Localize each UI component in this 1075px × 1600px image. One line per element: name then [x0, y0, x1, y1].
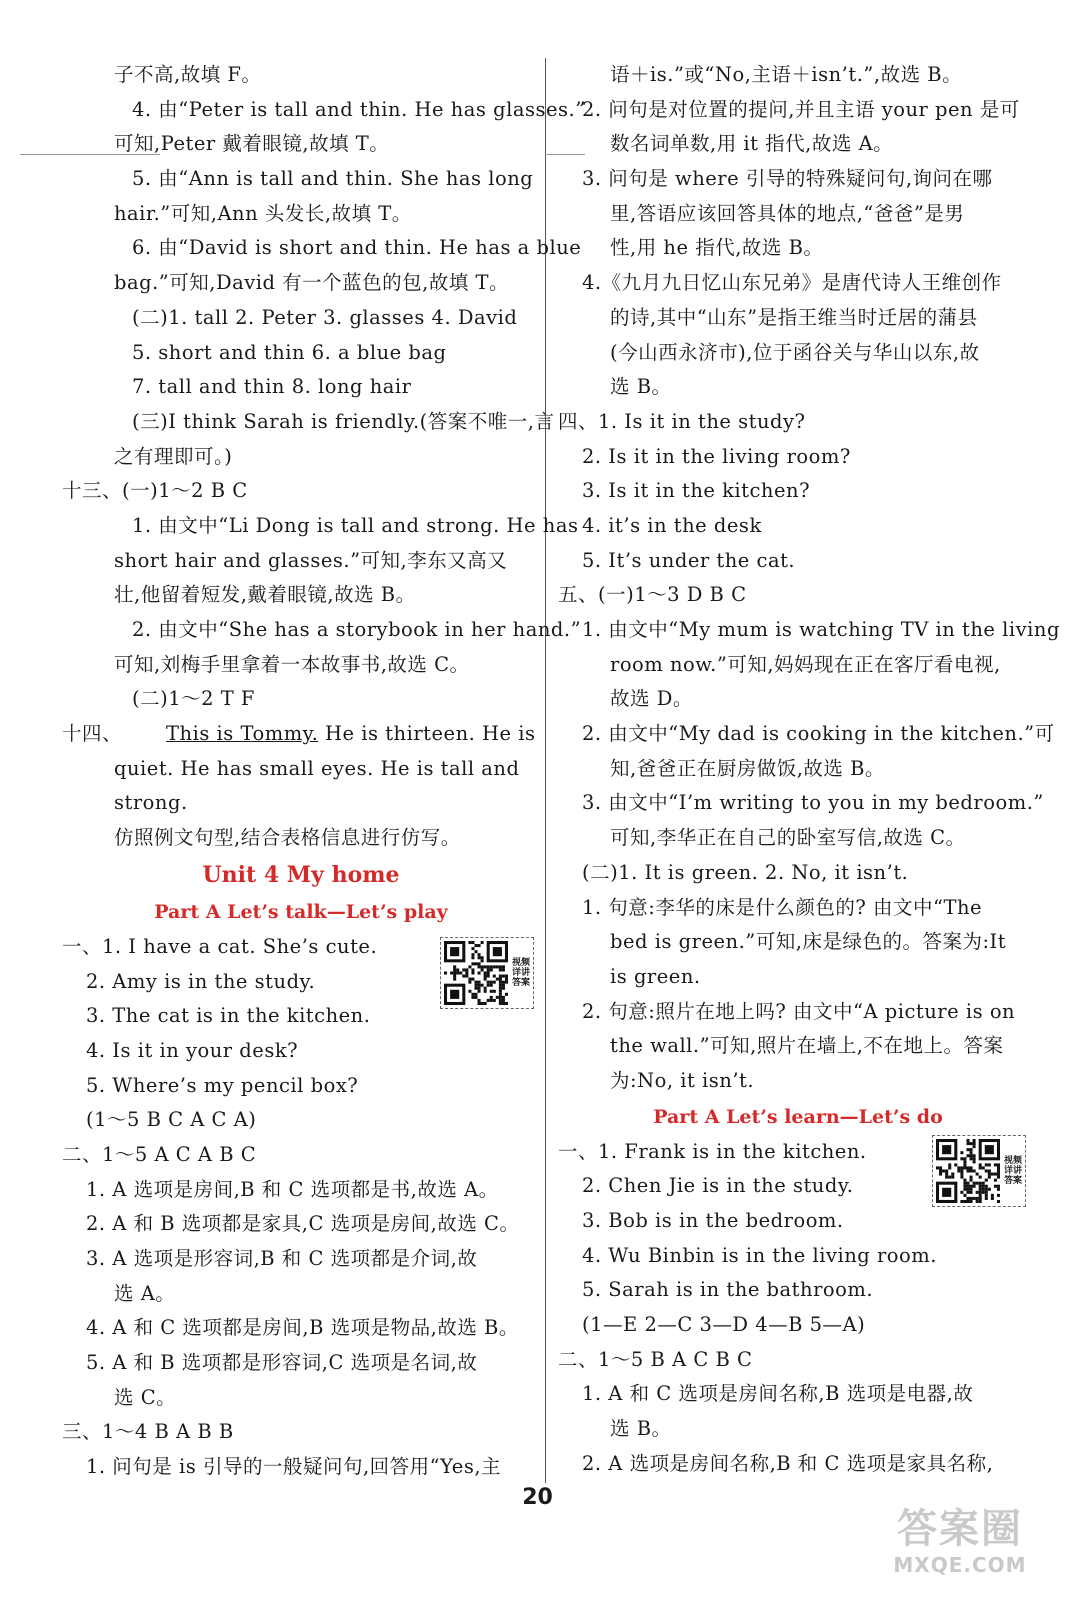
answer-line: 5. Sarah is in the bathroom.: [582, 1278, 874, 1302]
answer-line: 三、1～4 B A B B: [62, 1420, 234, 1444]
answer-line: (二)1. It is green. 2. No, it isn’t.: [582, 860, 909, 884]
answer-line: 之有理即可。): [114, 444, 233, 468]
answer-line: is green.: [610, 964, 701, 988]
answer-line: 知,爸爸正在厨房做饭,故选 B。: [610, 756, 885, 780]
answer-line: 1. A 和 C 选项是房间名称,B 选项是电器,故: [582, 1382, 974, 1406]
answer-line: 可知,刘梅手里拿着一本故事书,故选 C。: [114, 652, 470, 676]
underlined-sentence: This is Tommy.: [166, 722, 319, 746]
answer-line: (二)1～2 T F: [132, 687, 255, 711]
qr-code-1[interactable]: [440, 937, 534, 1009]
answer-line: bed is green.”可知,床是绿色的。答案为:It: [610, 930, 1007, 954]
answer-line: [62, 717, 540, 752]
answer-line: 十三、(一)1～2 B C: [62, 479, 248, 503]
answer-line: 5. Where’s my pencil box?: [86, 1073, 359, 1097]
answer-line: 五、(一)1～3 D B C: [558, 583, 747, 607]
answer-line: strong.: [114, 791, 188, 815]
answer-line: the wall.”可知,照片在墙上,不在地上。答案: [610, 1034, 1004, 1058]
answer-line: 可知,李华正在自己的卧室写信,故选 C。: [610, 826, 966, 850]
column-divider: [545, 58, 546, 1483]
answer-line: 5. short and thin 6. a blue bag: [132, 340, 447, 364]
qr-code-2[interactable]: [932, 1135, 1026, 1207]
part-heading: Part A Let’s learn—Let’s do: [653, 1105, 943, 1128]
answer-line: 3. A 选项是形容词,B 和 C 选项都是介词,故: [86, 1247, 478, 1270]
answer-line: 7. tall and thin 8. long hair: [132, 375, 412, 399]
answer-line: room now.”可知,妈妈现在正在客厅看电视,: [610, 652, 1001, 676]
part-heading: Part A Let’s talk—Let’s play: [154, 900, 448, 923]
answer-line: 选 A。: [114, 1281, 176, 1305]
answer-line: 4. 由“Peter is tall and thin. He has glasses.”: [132, 97, 586, 121]
answer-line: 4. Is it in your desk?: [86, 1038, 299, 1062]
answer-line: 1. 句意:李华的床是什么颜色的? 由文中“The: [582, 895, 983, 919]
page-number: 20: [522, 1485, 553, 1510]
qr-code-icon: [444, 941, 508, 1005]
answer-line: 5. 由“Ann is tall and thin. She has long: [132, 167, 534, 191]
answer-line: 2. Amy is in the study.: [86, 969, 316, 993]
answer-line: 里,答语应该回答具体的地点,“爸爸”是男: [610, 201, 965, 225]
answer-line: 选 B。: [610, 1417, 672, 1441]
answer-line: 1. A 选项是房间,B 和 C 选项都是书,故选 A。: [86, 1177, 499, 1201]
watermark-title: 答案圈: [897, 1506, 1023, 1552]
answer-line: 一、1. I have a cat. She’s cute.: [62, 934, 378, 958]
answer-line: 性,用 he 指代,故选 B。: [610, 236, 824, 260]
answer-line: 2. 句意:照片在地上吗? 由文中“A picture is on: [582, 999, 1016, 1023]
answer-line: (1～5 B C A C A): [86, 1108, 257, 1132]
qr-code-icon: [936, 1139, 1000, 1203]
answer-line: quiet. He has small eyes. He is tall and: [114, 756, 520, 780]
answer-line: 4. it’s in the desk: [582, 513, 762, 537]
answer-line: 故选 D。: [610, 687, 693, 711]
answer-line: 二、1～5 B A C B C: [558, 1347, 753, 1371]
answer-line: 1. 由文中“My mum is watching TV in the living: [582, 618, 1060, 641]
answer-line: hair.”可知,Ann 头发长,故填 T。: [114, 201, 412, 225]
answer-line: 可知,Peter 戴着眼镜,故填 T。: [114, 132, 390, 156]
answer-line: (三)I think Sarah is friendly.(答案不唯一,言: [132, 409, 555, 433]
left-column: [62, 58, 586, 1485]
answer-line: 的诗,其中“山东”是指王维当时迁居的蒲县: [610, 305, 978, 329]
answer-line: 3. Is it in the kitchen?: [582, 479, 811, 503]
answer-line: 5. A 和 B 选项都是形容词,C 选项是名词,故: [86, 1351, 478, 1375]
unit-heading: Unit 4 My home: [202, 861, 400, 888]
answer-line: 6. 由“David is short and thin. He has a blue: [132, 236, 582, 260]
answer-line: 3. 问句是 where 引导的特殊疑问句,询问在哪: [582, 167, 993, 191]
answer-line: (二)1. tall 2. Peter 3. glasses 4. David: [132, 305, 518, 329]
answer-line: 2. Is it in the living room?: [582, 444, 851, 468]
answer-line: bag.”可知,David 有一个蓝色的包,故填 T。: [114, 271, 510, 295]
answer-line: 子不高,故填 F。: [114, 63, 262, 86]
answer-line: 2. A 选项是房间名称,B 和 C 选项是家具名称,: [582, 1451, 994, 1475]
answer-line: 4. A 和 C 选项都是房间,B 选项是物品,故选 B。: [86, 1316, 519, 1340]
qr-label: 视频详讲答案: [512, 958, 531, 988]
answer-line: (1—E 2—C 3—D 4—B 5—A): [582, 1313, 866, 1337]
answer-line: 语＋is.”或“No,主语＋isn’t.”,故选 B。: [610, 63, 963, 86]
answer-line: 2. Chen Jie is in the study.: [582, 1174, 854, 1198]
answer-line: 5. It’s under the cat.: [582, 548, 796, 572]
answer-line: 一、1. Frank is in the kitchen.: [558, 1139, 867, 1163]
answer-line: 仿照例文句型,结合表格信息进行仿写。: [114, 826, 461, 850]
answer-line: 选 C。: [114, 1385, 177, 1409]
answer-line: 壮,他留着短发,戴着眼镜,故选 B。: [114, 583, 416, 607]
answer-line: (今山西永济市),位于函谷关与华山以东,故: [610, 340, 980, 364]
answer-line: 2. 由文中“She has a storybook in her hand.”: [132, 618, 582, 641]
question-number: 十四、: [62, 722, 123, 746]
answer-line: 为:No, it isn’t.: [610, 1068, 755, 1092]
answer-line: 四、1. Is it in the study?: [558, 409, 806, 433]
watermark-logo: [885, 1505, 1035, 1585]
answer-line: 1. 由文中“Li Dong is tall and strong. He has: [132, 513, 579, 537]
answer-line: 4.《九月九日忆山东兄弟》是唐代诗人王维创作: [582, 271, 1002, 295]
watermark-url: MXQE.COM: [893, 1553, 1027, 1577]
answer-text: He is thirteen. He is: [318, 722, 536, 746]
answer-line: 选 B。: [610, 375, 672, 399]
qr-label: 视频详讲答案: [1004, 1156, 1023, 1186]
right-column: [558, 58, 1060, 1482]
answer-line: short hair and glasses.”可知,李东又高又: [114, 548, 508, 572]
answer-line: 2. 问句是对位置的提问,并且主语 your pen 是可: [582, 97, 1020, 121]
answer-line: 4. Wu Binbin is in the living room.: [582, 1243, 937, 1267]
answer-line: 数名词单数,用 it 指代,故选 A。: [610, 132, 894, 156]
answer-line: 2. A 和 B 选项都是家具,C 选项是房间,故选 C。: [86, 1212, 520, 1236]
answer-line: 二、1～5 A C A B C: [62, 1142, 257, 1166]
answer-line: 3. The cat is in the kitchen.: [86, 1004, 371, 1028]
answer-line: 1. 问句是 is 引导的一般疑问句,回答用“Yes,主: [86, 1455, 502, 1479]
answer-line: 3. Bob is in the bedroom.: [582, 1209, 844, 1232]
answer-line: 2. 由文中“My dad is cooking in the kitchen.”可: [582, 722, 1055, 746]
answer-line: 3. 由文中“I’m writing to you in my bedroom.”: [582, 791, 1044, 815]
